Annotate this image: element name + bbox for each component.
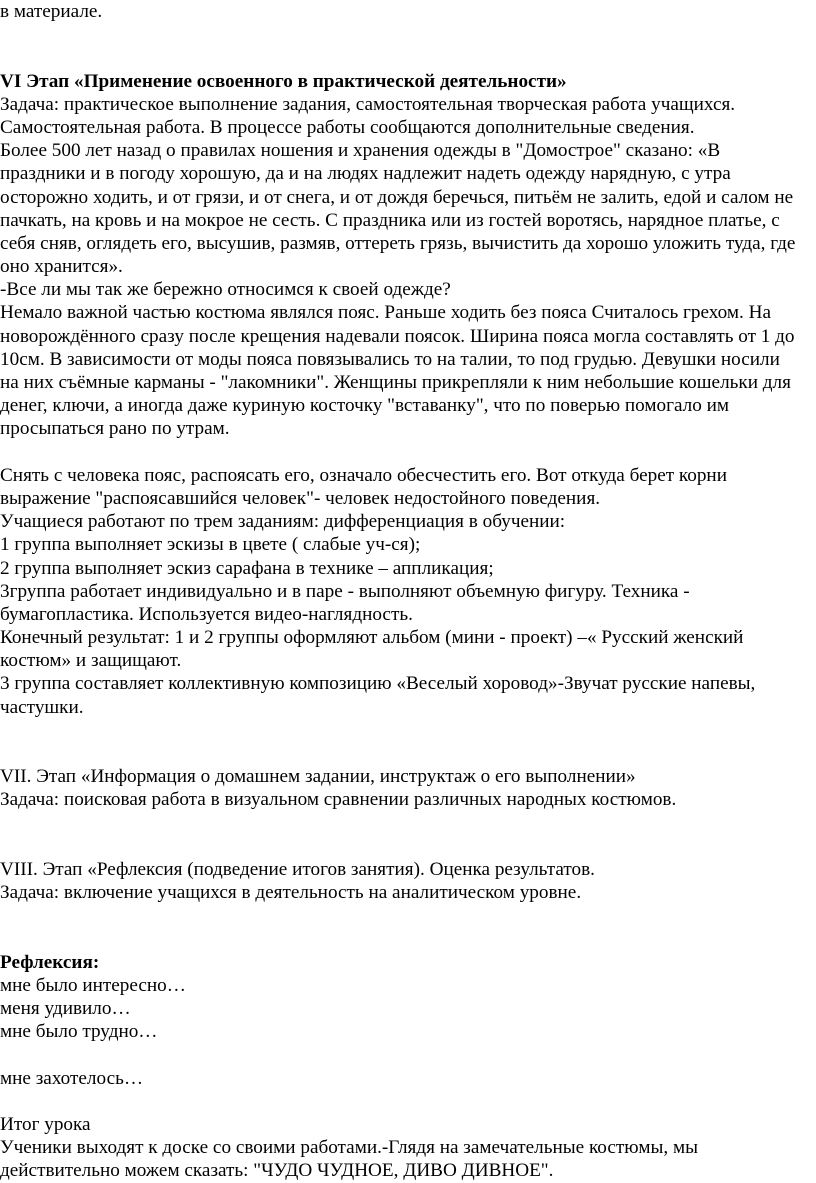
text-line: костюм» и защищают. bbox=[0, 650, 182, 672]
text-line: Более 500 лет назад о правилах ношения и хранения одежды в "Домострое" сказано: «В bbox=[0, 140, 721, 162]
text-line: праздники и в погоду хорошую, да и на людях надлежит надеть одежду нарядную, с утра bbox=[0, 163, 731, 185]
spacer bbox=[0, 441, 812, 464]
spacer bbox=[0, 1090, 812, 1113]
text-line: на них съёмные карманы - "лакомники". Женщины прикрепляли к ним небольшие кошельки для bbox=[0, 372, 791, 394]
text-line: бумагопластика. Используется видео-наглядность. bbox=[0, 603, 413, 625]
text-line: частушки. bbox=[0, 696, 84, 718]
stage8-task: Задача: включение учащихся в деятельность на аналитическом уровне. bbox=[0, 882, 582, 904]
intro-fragment: в материале. bbox=[0, 1, 103, 22]
text-line: Учащиеся работают по трем заданиям: дифференциация в обучении: bbox=[0, 511, 566, 533]
text-line: выражение "распоясавшийся человек"- человек недостойного поведения. bbox=[0, 487, 601, 509]
stage8-heading: VIII. Этап «Рефлексия (подведение итогов занятия). Оценка результатов. bbox=[0, 858, 595, 880]
text-line: 3группа работает индивидуально и в паре - выполняют объемную фигуру. Техника - bbox=[0, 580, 690, 602]
spacer bbox=[0, 23, 812, 69]
spacer bbox=[0, 812, 812, 858]
text-line: просыпаться рано по утрам. bbox=[0, 418, 230, 440]
text-line: оно хранится». bbox=[0, 256, 123, 278]
spacer bbox=[0, 1044, 812, 1067]
reflection-item: меня удивило… bbox=[0, 998, 131, 1020]
stage7-heading: VII. Этап «Информация о домашнем задании, инструктаж о его выполнении» bbox=[0, 766, 636, 788]
text-line: осторожно ходить, и от грязи, и от снега, и от дождя беречься, питьём не залить, едой и салом не bbox=[0, 186, 794, 208]
summary-heading: Итог урока bbox=[0, 1114, 91, 1136]
text-line: Конечный результат: 1 и 2 группы оформляют альбом (мини - проект) –« Русский женский bbox=[0, 627, 744, 649]
text-line: денег, ключи, а иногда даже куриную косточку "вставанку", что по поверью помогало им bbox=[0, 395, 730, 417]
reflection-heading: Рефлексия: bbox=[0, 951, 100, 973]
stage8-section bbox=[0, 858, 812, 904]
text-line: Немало важной частью костюма являлся пояс. Раньше ходить без пояса Считалось грехом. На bbox=[0, 302, 771, 324]
spacer bbox=[0, 904, 812, 950]
text-line: 1 группа выполняет эскизы в цвете ( слабые уч-ся); bbox=[0, 534, 421, 556]
text-line: 3 группа составляет коллективную композицию «Веселый хоровод»-Звучат русские напевы, bbox=[0, 673, 756, 695]
text-line: себя сняв, оглядеть его, высушив, размяв, оттереть грязь, вычистить да хорошо уложить туда, где bbox=[0, 232, 796, 254]
text-line: действительно можем сказать: "ЧУДО ЧУДНОЕ, ДИВО ДИВНОЕ". bbox=[0, 1160, 554, 1182]
stage7-section bbox=[0, 765, 812, 811]
text-line: Самостоятельная работа. В процессе работы сообщаются дополнительные сведения. bbox=[0, 116, 695, 138]
reflection-item: мне было трудно… bbox=[0, 1021, 158, 1043]
reflection-item: мне было интересно… bbox=[0, 974, 186, 996]
text-line: Снять с человека пояс, распоясать его, означало обесчестить его. Вот откуда берет корни bbox=[0, 464, 727, 486]
stage7-task: Задача: поисковая работа в визуальном сравнении различных народных костюмов. bbox=[0, 789, 677, 811]
stage6-heading: VI Этап «Применение освоенного в практической деятельности» bbox=[0, 70, 567, 92]
text-line: 2 группа выполняет эскиз сарафана в технике – аппликация; bbox=[0, 557, 494, 579]
spacer bbox=[0, 719, 812, 765]
text-line: новорождённого сразу после крещения надевали поясок. Ширина пояса могла составлять от 1 до bbox=[0, 325, 795, 347]
summary-section bbox=[0, 1113, 812, 1183]
text-line: Ученики выходят к доске со своими работами.-Глядя на замечательные костюмы, мы bbox=[0, 1137, 699, 1159]
text-line: 10см. В зависимости от моды пояса повязывались то на талии, то под грудью. Девушки носили bbox=[0, 348, 780, 370]
stage6-section bbox=[0, 70, 812, 719]
text-line: Задача: практическое выполнение задания, самостоятельная творческая работа учащихся. bbox=[0, 93, 736, 115]
reflection-item: мне захотелось… bbox=[0, 1067, 144, 1089]
reflection-section bbox=[0, 951, 812, 1090]
text-line: -Все ли мы так же бережно относимся к своей одежде? bbox=[0, 279, 451, 301]
text-line: пачкать, на кровь и на мокрое не сесть. С праздника или из гостей воротясь, нарядное платье, с bbox=[0, 209, 780, 231]
